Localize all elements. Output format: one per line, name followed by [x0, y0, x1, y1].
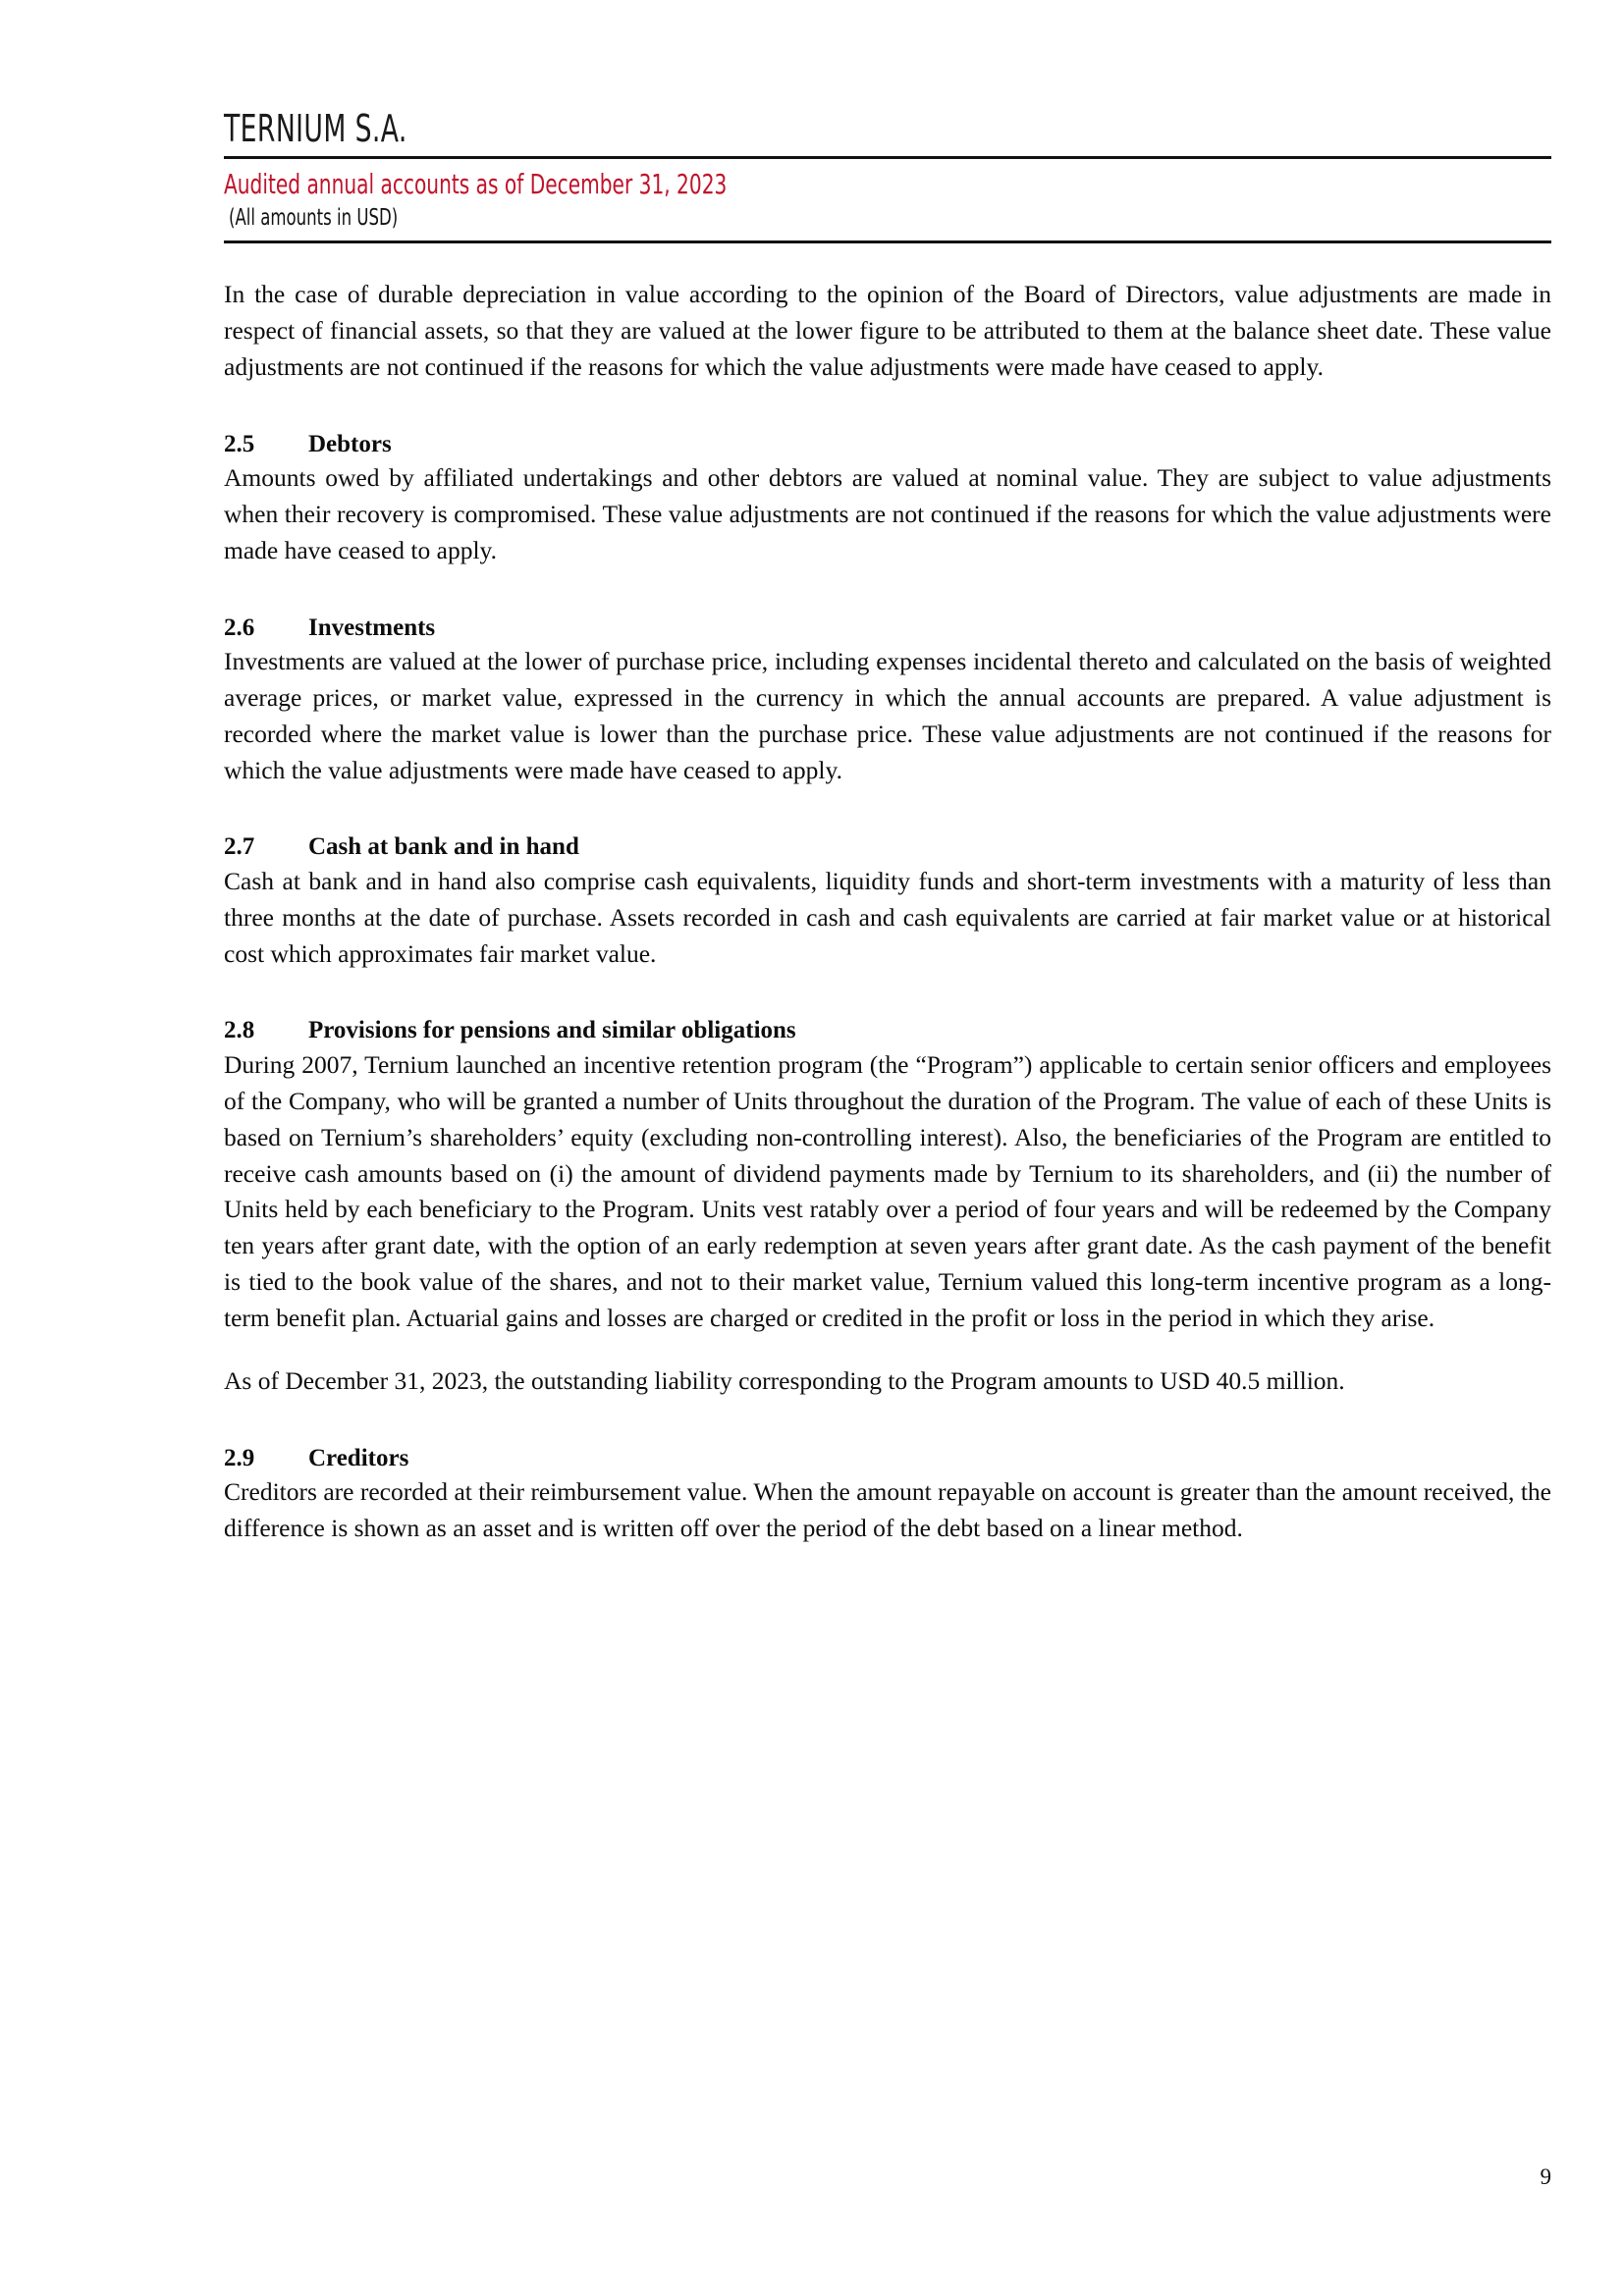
- page-footer: [1355, 2164, 1551, 2190]
- section-heading-2-6: [224, 613, 1551, 645]
- header-divider-bottom: [224, 240, 1551, 243]
- section-title: Creditors: [308, 1444, 409, 1471]
- section-2-6-paragraph-1: Investments are valued at the lower of purchase price, including expenses incidental thereto and calculated on the basis of weighted average prices, or market value, expressed in the currency in which the annual accounts are prepared. A value adjustment is recorded where the market value is lower than the purchase price. These value adjustments are not continued if the reasons for which the value adjustments were made have ceased to apply.: [224, 647, 1551, 784]
- section-title: Investments: [308, 614, 436, 641]
- section-2-8-paragraph-2: As of December 31, 2023, the outstanding liability corresponding to the Program amounts to USD 40.5 million.: [224, 1365, 1345, 1395]
- section-heading-2-9: [224, 1443, 1551, 1475]
- section-number: 2.6: [224, 614, 255, 641]
- section-number: 2.5: [224, 430, 255, 457]
- section-2-5-paragraph-1: Amounts owed by affiliated undertakings and other debtors are valued at nominal value. They are subject to value adjustments when their recovery is compromised. These value adjustments are not continued if the reasons for which the value adjustments were made have ceased to apply.: [224, 463, 1551, 564]
- currency-note: (All amounts in USD): [229, 205, 399, 231]
- section-2-7-paragraph-1: Cash at bank and in hand also comprise cash equivalents, liquidity funds and short-term investments with a maturity of less than three months at the date of purchase. Assets recorded in cash and cash equivalents are carried at fair market value or at historical cost which approximates fair market value.: [224, 866, 1551, 968]
- section-heading-2-5: [224, 429, 1551, 461]
- section-title: Debtors: [308, 430, 392, 457]
- section-2-8-paragraph-1: During 2007, Ternium launched an incentive retention program (the “Program”) applicable to certain senior officers and employees of the Company, who will be granted a number of Units throughout the duration of the Program. The value of each of these Units is based on Ternium’s shareholders’ equity (excluding non-controlling interest). Also, the beneficiaries of the Program are entitled to receive cash amounts based on (i) the amount of dividend payments made by Ternium to its shareholders, and (ii) the number of Units held by each beneficiary to the Program. Units vest ratably over a period of four years and will be redeemed by the Company ten years after grant date, with the option of an early redemption at seven years after grant date. As the cash payment of the benefit is tied to the book value of the shares, and not to their market value, Ternium valued this long-term incentive program as a long-term benefit plan. Actuarial gains and losses are charged or credited in the profit or loss in the period in which they arise.: [224, 1049, 1551, 1332]
- document-subtitle: Audited annual accounts as of December 31, 2023: [224, 168, 728, 200]
- header-divider-top: [224, 156, 1551, 159]
- company-name: TERNIUM S.A.: [224, 107, 407, 150]
- section-number: 2.8: [224, 1017, 255, 1044]
- section-heading-2-8: [224, 1015, 1551, 1047]
- page-number: 9: [1540, 2164, 1551, 2189]
- section-number: 2.7: [224, 833, 255, 861]
- document-header: [224, 107, 1551, 251]
- section-title: Provisions for pensions and similar obligations: [308, 1017, 796, 1044]
- section-heading-2-7: [224, 831, 1551, 864]
- document-body: [224, 277, 1551, 1547]
- section-number: 2.9: [224, 1444, 255, 1471]
- intro-paragraph: In the case of durable depreciation in value according to the opinion of the Board of Directors, value adjustments are made in respect of financial assets, so that they are valued at the lower figure to be attributed to them at the balance sheet date. These value adjustments are not continued if the reasons for which the value adjustments were made have ceased to apply.: [224, 280, 1551, 381]
- section-2-9-paragraph-1: Creditors are recorded at their reimbursement value. When the amount repayable on account is greater than the amount received, the difference is shown as an asset and is written off over the period of the debt based on a linear method.: [224, 1477, 1551, 1542]
- section-title: Cash at bank and in hand: [308, 833, 579, 861]
